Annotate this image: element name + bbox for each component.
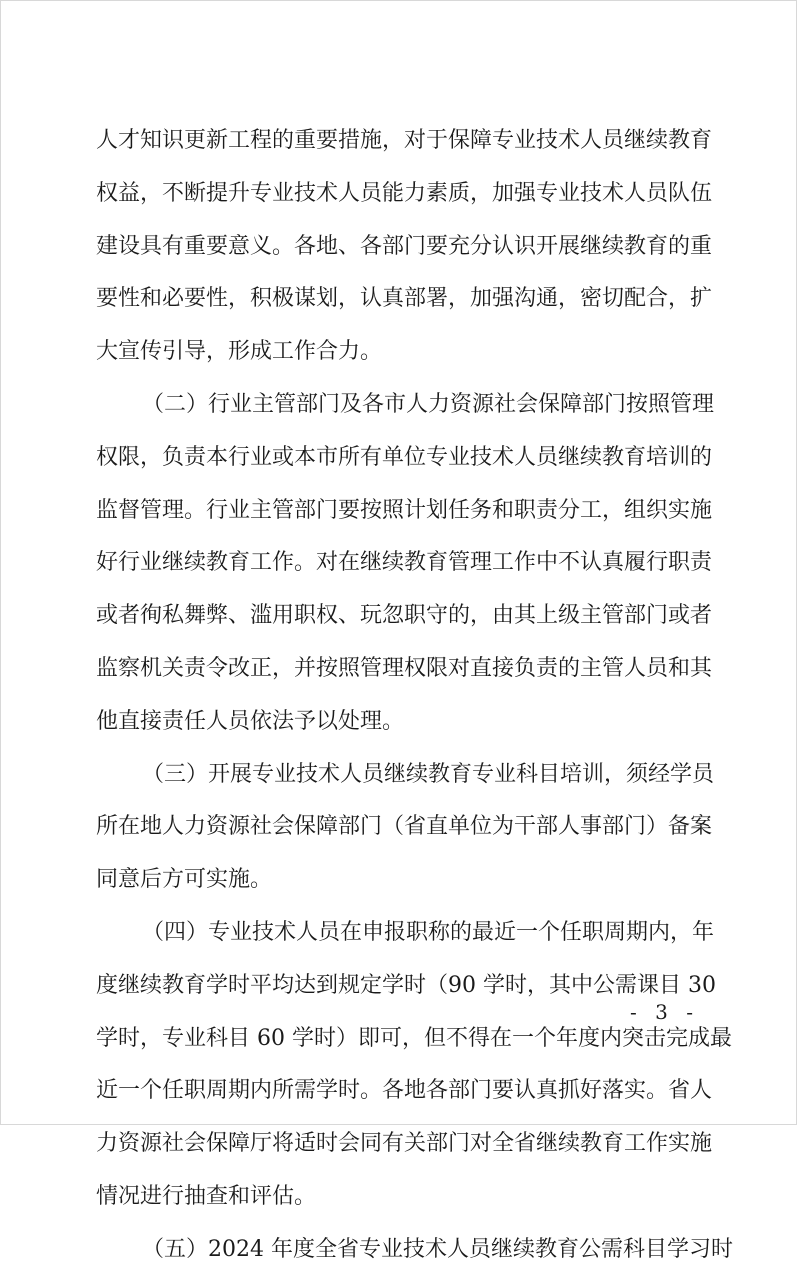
text-line: 同意后方可实施。 — [96, 867, 273, 893]
text-line: 人才知识更新工程的重要措施，对于保障专业技术人员继续教育 — [96, 128, 713, 153]
text-line: （二）行业主管部门及各市人力资源社会保障部门按照管理 — [142, 391, 715, 417]
text-line: 监察机关责令改正，并按照管理权限对直接负责的主管人员和其 — [96, 655, 713, 681]
text-line: 力资源社会保障厅将适时会同有关部门对全省继续教育工作实施 — [96, 1131, 713, 1157]
text-line: 监督管理。行业主管部门要按照计划任务和职责分工，组织实施 — [96, 497, 713, 523]
text-line: 建设具有重要意义。各地、各部门要充分认识开展继续教育的重 — [96, 233, 713, 259]
text-line: 所在地人力资源社会保障部门（省直单位为干部人事部门）备案 — [96, 814, 713, 840]
text-line: 他直接责任人员依法予以处理。 — [96, 708, 405, 734]
document-body — [96, 121, 733, 1283]
text-line: 学时，专业科目 60 学时）即可，但不得在一个年度内突击完成最 — [96, 1025, 732, 1051]
text-line: 或者徇私舞弊、滥用职权、玩忽职守的，由其上级主管部门或者 — [96, 603, 713, 629]
text-line: 好行业继续教育工作。对在继续教育管理工作中不认真履行职责 — [96, 550, 713, 576]
text-line: （四）专业技术人员在申报职称的最近一个任职周期内，年 — [142, 919, 715, 945]
text-line: 近一个任职周期内所需学时。各地各部门要认真抓好落实。省人 — [96, 1078, 713, 1104]
text-line: 权限，负责本行业或本市所有单位专业技术人员继续教育培训的 — [96, 444, 713, 470]
text-line: 权益，不断提升专业技术人员能力素质，加强专业技术人员队伍 — [96, 180, 713, 206]
text-line: 要性和必要性，积极谋划，认真部署，加强沟通，密切配合，扩 — [96, 286, 713, 312]
text-line: （三）开展专业技术人员继续教育专业科目培训，须经学员 — [142, 761, 715, 787]
text-line: 度继续教育学时平均达到规定学时（90 学时，其中公需课目 30 — [96, 972, 716, 998]
page-number: - 3 - — [630, 1000, 699, 1024]
text-line: （五）2024 年度全省专业技术人员继续教育公需科目学习时 — [142, 1236, 733, 1262]
text-line: 情况进行抽查和评估。 — [96, 1183, 317, 1209]
text-line: 大宣传引导，形成工作合力。 — [96, 339, 383, 365]
